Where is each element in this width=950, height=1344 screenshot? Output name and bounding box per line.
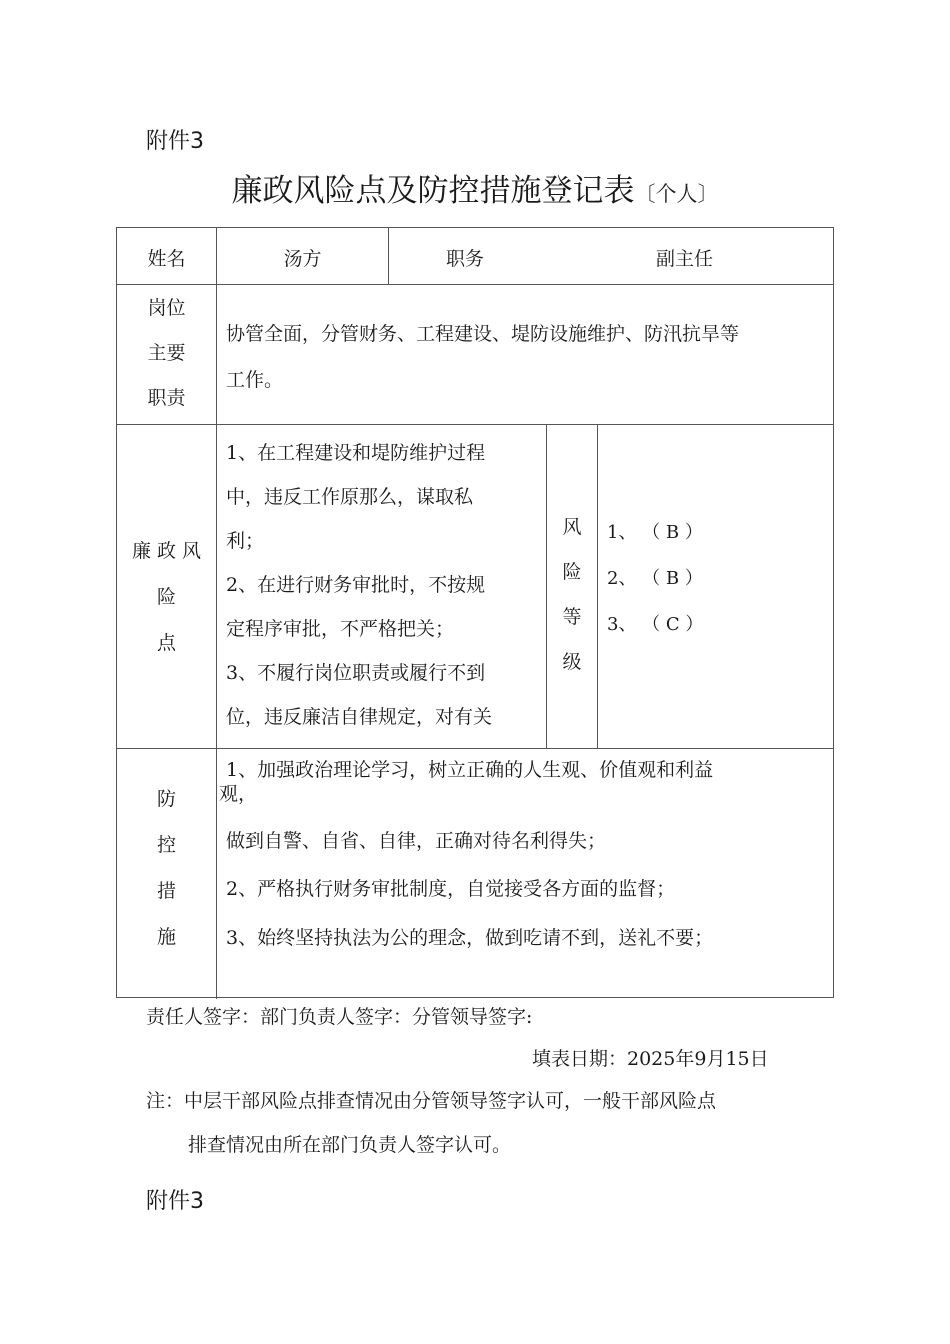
risk-text-line: 中，违反工作原那么，谋取私: [226, 486, 474, 508]
risk-level-label-char: 风: [562, 516, 582, 538]
attachment-label-repeat: 附件3: [146, 1189, 204, 1214]
measures-label-char: 防: [156, 788, 176, 810]
risk-text-line: 3、不履行岗位职责或履行不到: [226, 662, 486, 684]
attachment-label: 附件3: [146, 129, 204, 154]
risk-text-line: 1、在工程建设和堤防维护过程: [226, 442, 486, 464]
name-label: 姓名: [147, 248, 186, 270]
duty-label-line: 职责: [147, 387, 186, 409]
measures-line: 1、加强政治理论学习，树立正确的人生观、价值观和利益: [226, 759, 714, 781]
position-label: 职务: [446, 248, 485, 270]
risk-level-label-char: 险: [562, 561, 582, 583]
note-line-2: 排查情况由所在部门负责人签字认可。: [188, 1134, 512, 1156]
risk-label-line: 廉 政 风: [131, 540, 202, 562]
risk-level-item: 3、 （ C ）: [607, 614, 704, 635]
risk-text-line: 利；: [226, 530, 265, 552]
risk-levels: [607, 510, 703, 648]
risk-point-label: [117, 528, 216, 666]
measures-text: [219, 758, 713, 962]
measures-label-char: 施: [156, 926, 176, 948]
risk-level-item: 2、 （ B ）: [607, 568, 703, 589]
measures-label: [117, 776, 216, 960]
risk-label-line: 险: [156, 586, 176, 608]
measures-line: 2、严格执行财务审批制度，自觉接受各方面的监督；: [226, 878, 676, 900]
note-line-1: 注：中层干部风险点排查情况由分管领导签字认可，一般干部风险点: [146, 1090, 717, 1112]
fill-date: 填表日期：2025年9月15日: [532, 1048, 769, 1070]
risk-level-item: 1、 （ B ）: [607, 522, 703, 543]
risk-level-label-char: 等: [562, 606, 582, 628]
duty-text-line: 协管全面，分管财务、工程建设、堤防设施维护、防汛抗旱等: [226, 323, 740, 345]
measures-label-char: 控: [156, 834, 176, 856]
duty-label-line: 主要: [147, 342, 186, 364]
measures-line: 做到自警、自省、自律，正确对待名利得失；: [226, 830, 607, 852]
measures-line: 3、始终坚持执法为公的理念，做到吃请不到，送礼不要；: [226, 927, 714, 949]
title-main: 廉政风险点及防控措施登记表: [231, 173, 635, 209]
name-value: 汤方: [283, 248, 322, 270]
title-suffix: 〔个人〕: [634, 182, 719, 206]
position-value: 副主任: [656, 248, 714, 270]
risk-text-line: 位，违反廉洁自律规定，对有关: [226, 706, 493, 728]
duty-label: [117, 286, 216, 421]
measures-line: 观，: [219, 783, 258, 805]
page-title: [0, 165, 950, 210]
risk-registration-table: [116, 227, 834, 998]
signature-line: 责任人签字：部门负责人签字：分管领导签字:: [146, 1006, 533, 1028]
risk-level-label: [547, 505, 597, 685]
measures-label-char: 措: [156, 880, 176, 902]
risk-text-line: 定程序审批，不严格把关；: [226, 618, 455, 640]
risk-text-line: 2、在进行财务审批时，不按规: [226, 574, 486, 596]
risk-level-label-char: 级: [562, 651, 582, 673]
risk-label-line: 点: [156, 632, 176, 654]
duty-text: [226, 319, 739, 395]
risk-point-text: [226, 431, 544, 747]
duty-label-line: 岗位: [147, 297, 186, 319]
duty-text-line: 工作。: [226, 369, 284, 391]
